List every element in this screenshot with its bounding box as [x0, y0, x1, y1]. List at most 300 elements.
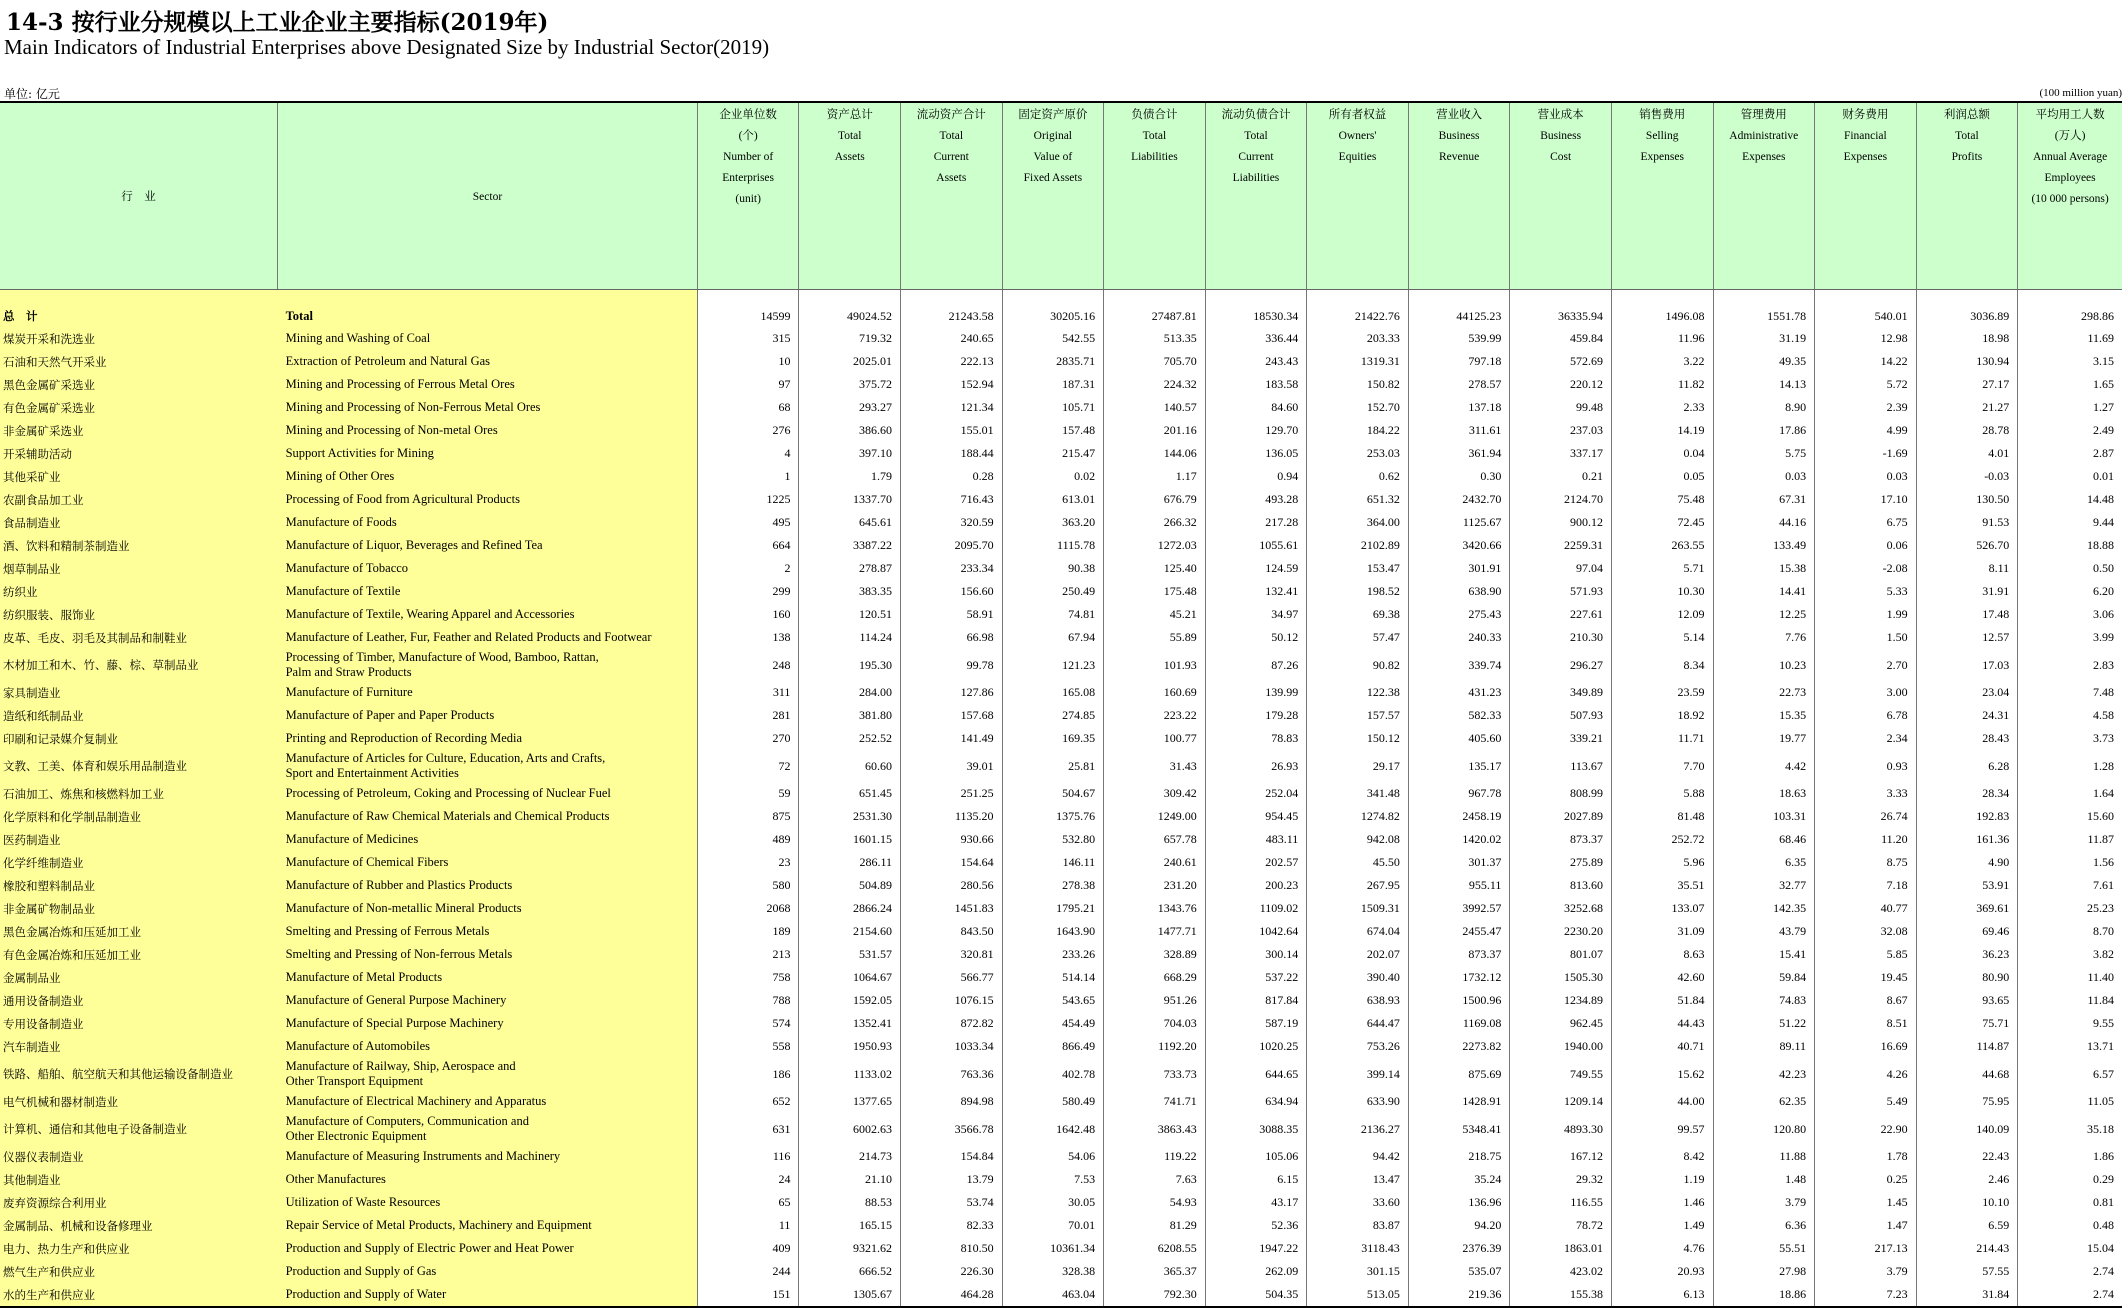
- column-header-line: (10 000 persons): [2031, 193, 2109, 205]
- value-cell: 274.85: [1002, 704, 1104, 727]
- header-row: [0, 102, 2122, 290]
- value-cell: 29.32: [1510, 1168, 1612, 1191]
- value-cell: 5.96: [1611, 851, 1713, 874]
- value-cell: 214.43: [1916, 1237, 2018, 1260]
- industry-name-cn: 非金属矿物制品业: [0, 897, 278, 920]
- table-row: [0, 750, 2122, 782]
- value-cell: 67.31: [1713, 488, 1815, 511]
- value-cell: 17.86: [1713, 419, 1815, 442]
- value-cell: 2: [697, 557, 799, 580]
- value-cell: 8.42: [1611, 1145, 1713, 1168]
- value-cell: 1.99: [1815, 603, 1917, 626]
- value-cell: 873.37: [1510, 828, 1612, 851]
- value-cell: 4893.30: [1510, 1113, 1612, 1145]
- value-cell: 293.27: [799, 396, 901, 419]
- sector-name-en: Manufacture of Leather, Fur, Feather and Related Products and Footwear: [278, 626, 698, 649]
- column-header-line: 负债合计: [1131, 109, 1178, 121]
- value-cell: 133.07: [1611, 897, 1713, 920]
- value-cell: 223.22: [1104, 704, 1206, 727]
- value-cell: 116: [697, 1145, 799, 1168]
- value-cell: 954.45: [1205, 805, 1307, 828]
- industry-name-cn: 有色金属矿采选业: [0, 396, 278, 419]
- value-cell: 369.61: [1916, 897, 2018, 920]
- value-cell: 645.61: [799, 511, 901, 534]
- value-cell: 3.79: [1815, 1260, 1917, 1283]
- value-cell: 25.81: [1002, 750, 1104, 782]
- value-cell: 133.49: [1713, 534, 1815, 557]
- table-row: [0, 727, 2122, 750]
- value-cell: 572.69: [1510, 350, 1612, 373]
- value-cell: 3118.43: [1307, 1237, 1409, 1260]
- value-cell: 82.33: [901, 1214, 1003, 1237]
- industry-name-cn: 金属制品、机械和设备修理业: [0, 1214, 278, 1237]
- column-header-line: Liabilities: [1131, 151, 1178, 163]
- value-cell: 67.94: [1002, 626, 1104, 649]
- value-cell: 156.60: [901, 580, 1003, 603]
- value-cell: 132.41: [1205, 580, 1307, 603]
- value-cell: 4.99: [1815, 419, 1917, 442]
- value-cell: 900.12: [1510, 511, 1612, 534]
- value-cell: 719.32: [799, 327, 901, 350]
- value-cell: 894.98: [901, 1090, 1003, 1113]
- value-cell: 59.84: [1713, 966, 1815, 989]
- value-cell: 1.17: [1104, 465, 1206, 488]
- value-cell: 3.15: [2018, 350, 2122, 373]
- value-cell: 34.97: [1205, 603, 1307, 626]
- value-cell: 6.75: [1815, 511, 1917, 534]
- value-cell: 0.25: [1815, 1168, 1917, 1191]
- value-cell: 36335.94: [1510, 290, 1612, 328]
- value-cell: 23.59: [1611, 681, 1713, 704]
- value-cell: 513.05: [1307, 1283, 1409, 1307]
- value-cell: 504.35: [1205, 1283, 1307, 1307]
- value-cell: 188.44: [901, 442, 1003, 465]
- industry-name-cn: 废弃资源综合利用业: [0, 1191, 278, 1214]
- value-cell: 28.43: [1916, 727, 2018, 750]
- column-header-line: (万人): [2054, 130, 2086, 142]
- value-cell: 1033.34: [901, 1035, 1003, 1058]
- column-header-line: Profits: [1951, 151, 1983, 163]
- value-cell: 55.51: [1713, 1237, 1815, 1260]
- column-header: [697, 102, 799, 290]
- value-cell: 200.23: [1205, 874, 1307, 897]
- value-cell: 0.01: [2018, 465, 2122, 488]
- value-cell: 638.90: [1408, 580, 1510, 603]
- value-cell: 11.40: [2018, 966, 2122, 989]
- value-cell: 11.82: [1611, 373, 1713, 396]
- value-cell: 81.48: [1611, 805, 1713, 828]
- sector-name-en: Support Activities for Mining: [278, 442, 698, 465]
- value-cell: 45.50: [1307, 851, 1409, 874]
- column-header: [1104, 102, 1206, 290]
- unit-label-chinese: 单位: 亿元: [4, 87, 60, 101]
- sector-name-en: Manufacture of Raw Chemical Materials and Chemical Products: [278, 805, 698, 828]
- value-cell: 6002.63: [799, 1113, 901, 1145]
- value-cell: 31.43: [1104, 750, 1206, 782]
- value-cell: 4.90: [1916, 851, 2018, 874]
- value-cell: 19.45: [1815, 966, 1917, 989]
- value-cell: 139.99: [1205, 681, 1307, 704]
- table-row: [0, 943, 2122, 966]
- value-cell: 74.83: [1713, 989, 1815, 1012]
- value-cell: 12.09: [1611, 603, 1713, 626]
- value-cell: 6.13: [1611, 1283, 1713, 1307]
- column-header-line: Original: [1033, 130, 1072, 142]
- column-header-line: Current: [1238, 151, 1274, 163]
- value-cell: 66.98: [901, 626, 1003, 649]
- table-row: [0, 1191, 2122, 1214]
- value-cell: 183.58: [1205, 373, 1307, 396]
- value-cell: 872.82: [901, 1012, 1003, 1035]
- industry-name-cn: 文教、工美、体育和娱乐用品制造业: [0, 750, 278, 782]
- column-header-line: Annual Average: [2032, 151, 2108, 163]
- industry-name-cn: 通用设备制造业: [0, 989, 278, 1012]
- value-cell: 813.60: [1510, 874, 1612, 897]
- value-cell: 157.68: [901, 704, 1003, 727]
- value-cell: 13.47: [1307, 1168, 1409, 1191]
- industry-name-cn: 总 计: [0, 290, 278, 328]
- table-row: [0, 1145, 2122, 1168]
- value-cell: 8.63: [1611, 943, 1713, 966]
- value-cell: 14.48: [2018, 488, 2122, 511]
- value-cell: 49024.52: [799, 290, 901, 328]
- table-row: [0, 603, 2122, 626]
- value-cell: 217.28: [1205, 511, 1307, 534]
- table-row: [0, 580, 2122, 603]
- value-cell: 657.78: [1104, 828, 1206, 851]
- value-cell: 157.48: [1002, 419, 1104, 442]
- value-cell: 12.98: [1815, 327, 1917, 350]
- value-cell: 15.35: [1713, 704, 1815, 727]
- value-cell: 3036.89: [1916, 290, 2018, 328]
- table-row: [0, 1090, 2122, 1113]
- industry-name-cn: 黑色金属冶炼和压延加工业: [0, 920, 278, 943]
- value-cell: 2.74: [2018, 1283, 2122, 1307]
- value-cell: 31.91: [1916, 580, 2018, 603]
- value-cell: 7.48: [2018, 681, 2122, 704]
- value-cell: 21.10: [799, 1168, 901, 1191]
- value-cell: 1.56: [2018, 851, 2122, 874]
- value-cell: 44125.23: [1408, 290, 1510, 328]
- value-cell: 1500.96: [1408, 989, 1510, 1012]
- value-cell: 68.46: [1713, 828, 1815, 851]
- value-cell: 175.48: [1104, 580, 1206, 603]
- value-cell: 5.75: [1713, 442, 1815, 465]
- value-cell: 1.45: [1815, 1191, 1917, 1214]
- industry-name-cn: 化学纤维制造业: [0, 851, 278, 874]
- value-cell: 17.48: [1916, 603, 2018, 626]
- value-cell: 843.50: [901, 920, 1003, 943]
- value-cell: 100.77: [1104, 727, 1206, 750]
- value-cell: -0.03: [1916, 465, 2018, 488]
- value-cell: 674.04: [1307, 920, 1409, 943]
- value-cell: 0.06: [1815, 534, 1917, 557]
- value-cell: 11.05: [2018, 1090, 2122, 1113]
- value-cell: 59: [697, 782, 799, 805]
- value-cell: 6.78: [1815, 704, 1917, 727]
- value-cell: 27.17: [1916, 373, 2018, 396]
- column-header-line: Administrative: [1729, 130, 1799, 142]
- value-cell: 2835.71: [1002, 350, 1104, 373]
- value-cell: 652: [697, 1090, 799, 1113]
- value-cell: 80.90: [1916, 966, 2018, 989]
- table-row: [0, 1168, 2122, 1191]
- value-cell: 6208.55: [1104, 1237, 1206, 1260]
- value-cell: 320.81: [901, 943, 1003, 966]
- value-cell: 514.14: [1002, 966, 1104, 989]
- value-cell: 7.76: [1713, 626, 1815, 649]
- value-cell: 1.79: [799, 465, 901, 488]
- value-cell: 29.17: [1307, 750, 1409, 782]
- value-cell: 90.38: [1002, 557, 1104, 580]
- table-row: [0, 989, 2122, 1012]
- value-cell: 3.73: [2018, 727, 2122, 750]
- column-header-line: Expenses: [1843, 151, 1888, 163]
- sector-name-en: Mining and Processing of Non-metal Ores: [278, 419, 698, 442]
- value-cell: 6.28: [1916, 750, 2018, 782]
- value-cell: 2.33: [1611, 396, 1713, 419]
- column-header-line: 企业单位数: [719, 109, 777, 121]
- sector-name-en: Production and Supply of Water: [278, 1283, 698, 1307]
- table-row: [0, 626, 2122, 649]
- value-cell: 10.10: [1916, 1191, 2018, 1214]
- column-header: [1205, 102, 1307, 290]
- value-cell: 454.49: [1002, 1012, 1104, 1035]
- value-cell: 10361.34: [1002, 1237, 1104, 1260]
- value-cell: 130.94: [1916, 350, 2018, 373]
- value-cell: 33.60: [1307, 1191, 1409, 1214]
- value-cell: 135.17: [1408, 750, 1510, 782]
- column-header-line: 平均用工人数: [2035, 109, 2105, 121]
- value-cell: 227.61: [1510, 603, 1612, 626]
- value-cell: 633.90: [1307, 1090, 1409, 1113]
- value-cell: 18.63: [1713, 782, 1815, 805]
- industry-name-cn: 有色金属冶炼和压延加工业: [0, 943, 278, 966]
- value-cell: 3.22: [1611, 350, 1713, 373]
- value-cell: 1192.20: [1104, 1035, 1206, 1058]
- table-row: [0, 350, 2122, 373]
- industry-name-cn: 仪器仪表制造业: [0, 1145, 278, 1168]
- table-body: [0, 290, 2122, 1308]
- sector-name-en: Manufacture of Railway, Ship, Aerospace and Other Transport Equipment: [278, 1058, 698, 1090]
- value-cell: 124.59: [1205, 557, 1307, 580]
- value-cell: 36.23: [1916, 943, 2018, 966]
- sector-name-en: Smelting and Pressing of Ferrous Metals: [278, 920, 698, 943]
- value-cell: 336.44: [1205, 327, 1307, 350]
- value-cell: 409: [697, 1237, 799, 1260]
- value-cell: 17.03: [1916, 649, 2018, 681]
- industry-name-cn: 医药制造业: [0, 828, 278, 851]
- table-row: [0, 327, 2122, 350]
- column-header-line: 流动资产合计: [916, 109, 986, 121]
- value-cell: 1: [697, 465, 799, 488]
- value-cell: 1337.70: [799, 488, 901, 511]
- value-cell: 1795.21: [1002, 897, 1104, 920]
- industry-name-cn: 石油和天然气开采业: [0, 350, 278, 373]
- value-cell: 1.48: [1713, 1168, 1815, 1191]
- industry-name-cn: 金属制品业: [0, 966, 278, 989]
- value-cell: 253.03: [1307, 442, 1409, 465]
- value-cell: 15.60: [2018, 805, 2122, 828]
- value-cell: 2.34: [1815, 727, 1917, 750]
- value-cell: 638.93: [1307, 989, 1409, 1012]
- value-cell: 386.60: [799, 419, 901, 442]
- value-cell: 301.15: [1307, 1260, 1409, 1283]
- value-cell: 58.91: [901, 603, 1003, 626]
- value-cell: 504.89: [799, 874, 901, 897]
- value-cell: 21243.58: [901, 290, 1003, 328]
- value-cell: 0.03: [1815, 465, 1917, 488]
- value-cell: 276: [697, 419, 799, 442]
- value-cell: 186: [697, 1058, 799, 1090]
- value-cell: 301.91: [1408, 557, 1510, 580]
- value-cell: 1.49: [1611, 1214, 1713, 1237]
- value-cell: 6.57: [2018, 1058, 2122, 1090]
- value-cell: 275.89: [1510, 851, 1612, 874]
- industry-name-cn: 造纸和纸制品业: [0, 704, 278, 727]
- value-cell: 955.11: [1408, 874, 1510, 897]
- column-header: [1307, 102, 1409, 290]
- value-cell: 68: [697, 396, 799, 419]
- value-cell: 431.23: [1408, 681, 1510, 704]
- value-cell: 1.46: [1611, 1191, 1713, 1214]
- value-cell: 3088.35: [1205, 1113, 1307, 1145]
- value-cell: 210.30: [1510, 626, 1612, 649]
- sector-name-en: Processing of Food from Agricultural Products: [278, 488, 698, 511]
- industry-name-cn: 开采辅助活动: [0, 442, 278, 465]
- value-cell: 582.33: [1408, 704, 1510, 727]
- table-title-english: Main Indicators of Industrial Enterprises above Designated Size by Industrial Sector(2019): [4, 35, 770, 59]
- value-cell: 215.47: [1002, 442, 1104, 465]
- header-industry-cn: 行 业: [0, 102, 278, 290]
- column-header-line: Employees: [2044, 172, 2096, 184]
- value-cell: 72: [697, 750, 799, 782]
- value-cell: 240.33: [1408, 626, 1510, 649]
- value-cell: 1109.02: [1205, 897, 1307, 920]
- column-header-line: 营业成本: [1537, 109, 1584, 121]
- value-cell: 2154.60: [799, 920, 901, 943]
- value-cell: 278.87: [799, 557, 901, 580]
- value-cell: 20.93: [1611, 1260, 1713, 1283]
- column-header-line: Enterprises: [722, 172, 775, 184]
- value-cell: 280.56: [901, 874, 1003, 897]
- value-cell: 151: [697, 1283, 799, 1307]
- industry-name-cn: 其他采矿业: [0, 465, 278, 488]
- value-cell: 233.26: [1002, 943, 1104, 966]
- value-cell: 9321.62: [799, 1237, 901, 1260]
- value-cell: 28.78: [1916, 419, 2018, 442]
- value-cell: 21.27: [1916, 396, 2018, 419]
- sector-name-en: Mining and Processing of Non-Ferrous Metal Ores: [278, 396, 698, 419]
- sector-name-en: Production and Supply of Gas: [278, 1260, 698, 1283]
- value-cell: 1863.01: [1510, 1237, 1612, 1260]
- value-cell: 1377.65: [799, 1090, 901, 1113]
- value-cell: 540.01: [1815, 290, 1917, 328]
- value-cell: 252.52: [799, 727, 901, 750]
- value-cell: 2.74: [2018, 1260, 2122, 1283]
- value-cell: -2.08: [1815, 557, 1917, 580]
- column-header-line: Fixed Assets: [1023, 172, 1083, 184]
- column-header: [1713, 102, 1815, 290]
- value-cell: 198.52: [1307, 580, 1409, 603]
- value-cell: 65: [697, 1191, 799, 1214]
- value-cell: 0.94: [1205, 465, 1307, 488]
- value-cell: 138: [697, 626, 799, 649]
- value-cell: 5.88: [1611, 782, 1713, 805]
- value-cell: 11.96: [1611, 327, 1713, 350]
- value-cell: 873.37: [1408, 943, 1510, 966]
- value-cell: 165.08: [1002, 681, 1104, 704]
- column-header-line: 所有者权益: [1328, 109, 1387, 121]
- value-cell: 1509.31: [1307, 897, 1409, 920]
- value-cell: 8.11: [1916, 557, 2018, 580]
- value-cell: 817.84: [1205, 989, 1307, 1012]
- value-cell: 543.65: [1002, 989, 1104, 1012]
- value-cell: 244: [697, 1260, 799, 1283]
- value-cell: 4.76: [1611, 1237, 1713, 1260]
- value-cell: 27.98: [1713, 1260, 1815, 1283]
- value-cell: 15.38: [1713, 557, 1815, 580]
- column-header: [1510, 102, 1612, 290]
- column-header-line: Assets: [936, 172, 967, 184]
- table-row: [0, 782, 2122, 805]
- value-cell: 39.01: [901, 750, 1003, 782]
- value-cell: 15.62: [1611, 1058, 1713, 1090]
- value-cell: 1.19: [1611, 1168, 1713, 1191]
- table-row: [0, 1283, 2122, 1307]
- value-cell: 2.49: [2018, 419, 2122, 442]
- value-cell: 1950.93: [799, 1035, 901, 1058]
- value-cell: 797.18: [1408, 350, 1510, 373]
- value-cell: 1225: [697, 488, 799, 511]
- sector-name-en: Mining and Processing of Ferrous Metal Ores: [278, 373, 698, 396]
- value-cell: 136.96: [1408, 1191, 1510, 1214]
- value-cell: 169.35: [1002, 727, 1104, 750]
- value-cell: 300.14: [1205, 943, 1307, 966]
- value-cell: 187.31: [1002, 373, 1104, 396]
- value-cell: 75.95: [1916, 1090, 2018, 1113]
- value-cell: 141.49: [901, 727, 1003, 750]
- value-cell: 390.40: [1307, 966, 1409, 989]
- value-cell: 62.35: [1713, 1090, 1815, 1113]
- value-cell: 94.42: [1307, 1145, 1409, 1168]
- industry-name-cn: 汽车制造业: [0, 1035, 278, 1058]
- value-cell: 167.12: [1510, 1145, 1612, 1168]
- sector-name-en: Manufacture of Medicines: [278, 828, 698, 851]
- value-cell: 0.93: [1815, 750, 1917, 782]
- value-cell: 2259.31: [1510, 534, 1612, 557]
- value-cell: 1115.78: [1002, 534, 1104, 557]
- sector-name-en: Total: [278, 290, 698, 328]
- value-cell: 51.22: [1713, 1012, 1815, 1035]
- value-cell: 120.51: [799, 603, 901, 626]
- value-cell: 75.48: [1611, 488, 1713, 511]
- sector-name-en: Manufacture of Furniture: [278, 681, 698, 704]
- value-cell: 263.55: [1611, 534, 1713, 557]
- value-cell: 651.45: [799, 782, 901, 805]
- value-cell: 763.36: [901, 1058, 1003, 1090]
- value-cell: 18.88: [2018, 534, 2122, 557]
- column-header-line: 利润总额: [1943, 109, 1990, 121]
- value-cell: 231.20: [1104, 874, 1206, 897]
- value-cell: 1169.08: [1408, 1012, 1510, 1035]
- value-cell: 202.07: [1307, 943, 1409, 966]
- value-cell: 165.15: [799, 1214, 901, 1237]
- value-cell: 35.24: [1408, 1168, 1510, 1191]
- industry-name-cn: 纺织业: [0, 580, 278, 603]
- value-cell: 664: [697, 534, 799, 557]
- value-cell: 81.29: [1104, 1214, 1206, 1237]
